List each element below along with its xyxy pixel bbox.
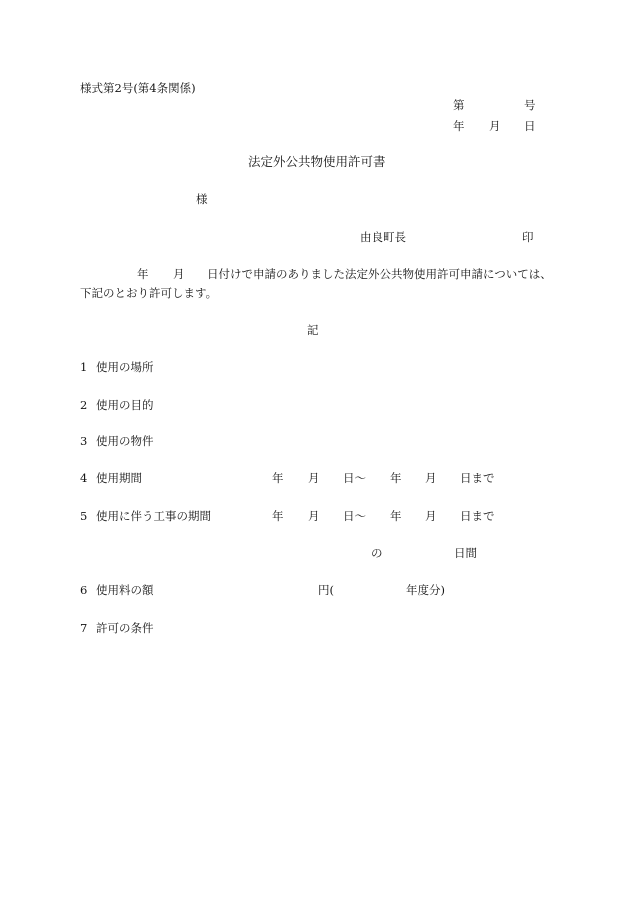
issue-date-month: 月 bbox=[489, 119, 501, 133]
period-from-year: 年 bbox=[272, 471, 284, 485]
item-label-purpose: 使用の目的 bbox=[96, 398, 154, 412]
construction-from-year: 年 bbox=[272, 509, 284, 523]
construction-from-month: 月 bbox=[308, 509, 320, 523]
item-label-location: 使用の場所 bbox=[96, 360, 154, 374]
fee-fiscal-year: 年度分) bbox=[406, 583, 445, 597]
period-to-month: 月 bbox=[425, 471, 437, 485]
item-number: 3 bbox=[80, 434, 88, 448]
period-to-day: 日まで bbox=[460, 471, 495, 485]
issuer-seal: 印 bbox=[522, 230, 534, 244]
construction-to-year: 年 bbox=[390, 509, 402, 523]
item-number: 4 bbox=[80, 471, 88, 485]
construction-duration-days: 日間 bbox=[454, 546, 477, 560]
period-from-day: 日～ bbox=[343, 471, 366, 485]
doc-number-dai: 第 bbox=[453, 98, 465, 112]
item-label-construction-period: 使用に伴う工事の期間 bbox=[96, 509, 211, 523]
period-to-year: 年 bbox=[390, 471, 402, 485]
form-number: 様式第2号(第4条関係) bbox=[80, 81, 196, 95]
construction-to-day: 日まで bbox=[460, 509, 495, 523]
item-label-fee: 使用料の額 bbox=[96, 583, 154, 597]
body-line1: 日付けで申請のありました法定外公共物使用許可申請については、 bbox=[207, 267, 552, 281]
item-label-period: 使用期間 bbox=[96, 471, 142, 485]
issue-date-year: 年 bbox=[453, 119, 465, 133]
item-label-conditions: 許可の条件 bbox=[96, 621, 154, 635]
item-number: 6 bbox=[80, 583, 88, 597]
construction-to-month: 月 bbox=[425, 509, 437, 523]
period-from-month: 月 bbox=[308, 471, 320, 485]
body-month: 月 bbox=[173, 267, 185, 281]
item-number: 7 bbox=[80, 621, 88, 635]
construction-from-day: 日～ bbox=[343, 509, 366, 523]
issuer-name: 由良町長 bbox=[360, 230, 406, 244]
item-label-object: 使用の物件 bbox=[96, 434, 154, 448]
construction-duration-no: の bbox=[371, 546, 383, 560]
doc-number-go: 号 bbox=[524, 98, 536, 112]
ki-heading: 記 bbox=[307, 323, 319, 337]
item-number: 1 bbox=[80, 360, 88, 374]
item-number: 2 bbox=[80, 398, 88, 412]
issue-date-day: 日 bbox=[524, 119, 536, 133]
document-title: 法定外公共物使用許可書 bbox=[248, 154, 386, 169]
body-line2: 下記のとおり許可します。 bbox=[80, 286, 218, 300]
item-number: 5 bbox=[80, 509, 88, 523]
body-year: 年 bbox=[137, 267, 149, 281]
addressee-suffix: 様 bbox=[196, 192, 208, 206]
fee-yen: 円( bbox=[318, 583, 334, 597]
